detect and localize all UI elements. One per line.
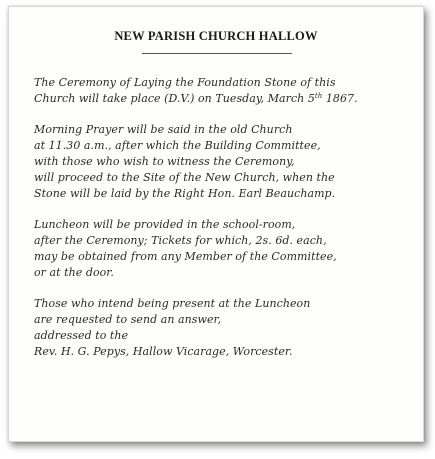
paragraph-ceremony [34, 75, 419, 107]
paragraph-luncheon [34, 217, 419, 280]
text-line: are requested to send an answer, [34, 312, 222, 326]
title-underline [142, 53, 292, 54]
text-line: addressed to the [34, 328, 129, 342]
text-line: Luncheon will be provided in the school-room, [34, 218, 296, 232]
text-line: Morning Prayer will be said in the old Church [34, 123, 293, 137]
paragraph-prayer [34, 122, 419, 201]
text-line-date [34, 91, 419, 107]
notice-title: NEW PARISH CHURCH HALLOW [114, 29, 318, 43]
notice-sheet [8, 6, 424, 442]
date-ordinal: th [314, 91, 323, 100]
text-line: at 11.30 a.m., after which the Building Committee, [34, 139, 321, 153]
text-line: or at the door. [34, 265, 114, 279]
date-prefix: Church will take place (D.V.) on Tuesday, March 5 [34, 91, 315, 105]
text-line: The Ceremony of Laying the Foundation Stone of this [34, 76, 336, 89]
text-line: Stone will be laid by the Right Hon. Earl Beauchamp. [34, 186, 336, 200]
date-year: 1867. [322, 91, 358, 105]
text-line: after the Ceremony; Tickets for which, 2s. 6d. each, [34, 233, 327, 247]
text-line: Rev. H. G. Pepys, Hallow Vicarage, Worcester. [34, 344, 293, 358]
text-line: with those who wish to witness the Ceremony, [34, 154, 295, 168]
notice-body [34, 75, 419, 375]
text-line: will proceed to the Site of the New Church, when the [34, 170, 335, 184]
paragraph-rsvp [34, 296, 419, 359]
text-line: may be obtained from any Member of the Committee, [34, 249, 337, 263]
text-line: Those who intend being present at the Luncheon [34, 297, 311, 311]
